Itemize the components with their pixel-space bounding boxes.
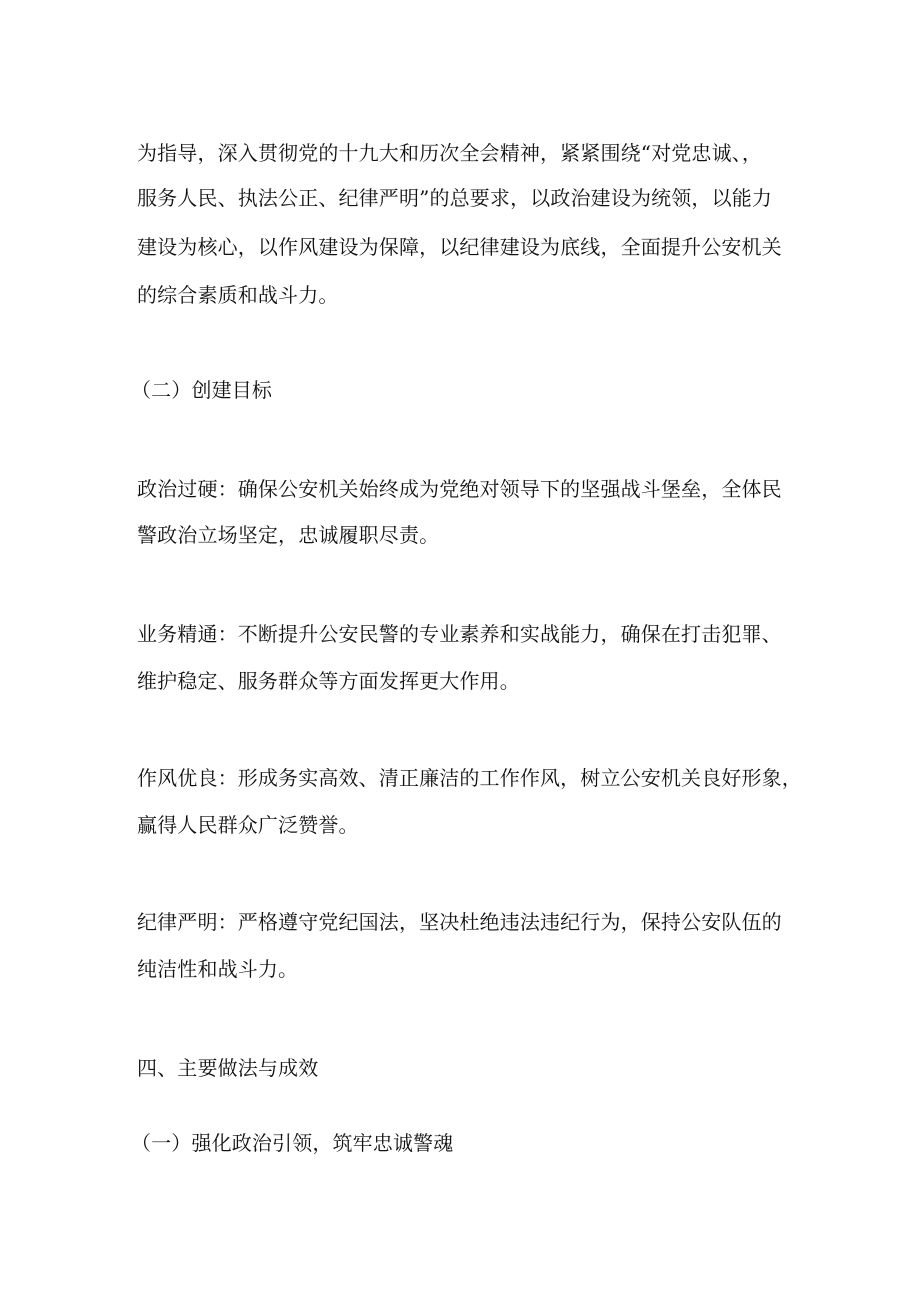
section-goal-heading: （二）创建目标	[131, 378, 273, 402]
section-four-heading: 四、主要做法与成效	[137, 1056, 319, 1080]
intro-line-3: 建设为核心，以作风建设为保障，以纪律建设为底线，全面提升公安机关	[137, 235, 782, 259]
intro-line-4: 的综合素质和战斗力。	[137, 283, 339, 307]
political-line-2: 警政治立场坚定，忠诚履职尽责。	[137, 523, 440, 547]
subsection-one-heading: （一）强化政治引领，筑牢忠诚警魂	[131, 1131, 454, 1155]
style-line-1: 作风优良：形成务实高效、清正廉洁的工作作风，树立公安机关良好形象，	[137, 766, 802, 790]
discipline-line-2: 纯洁性和战斗力。	[137, 957, 299, 981]
intro-line-1: 为指导，深入贯彻党的十九大和历次全会精神，紧紧围绕“对党忠诚、，	[137, 141, 763, 165]
business-line-1: 业务精通：不断提升公安民警的专业素养和实战能力，确保在打击犯罪、	[137, 622, 782, 646]
discipline-line-1: 纪律严明：严格遵守党纪国法，坚决杜绝违法违纪行为，保持公安队伍的	[137, 910, 782, 934]
political-line-1: 政治过硬：确保公安机关始终成为党绝对领导下的坚强战斗堡垒，全体民	[137, 477, 782, 501]
intro-line-2: 服务人民、执法公正、纪律严明”的总要求，以政治建设为统领，以能力	[137, 186, 773, 210]
style-line-2: 赢得人民群众广泛赞誉。	[137, 813, 359, 837]
business-line-2: 维护稳定、服务群众等方面发挥更大作用。	[137, 669, 520, 693]
